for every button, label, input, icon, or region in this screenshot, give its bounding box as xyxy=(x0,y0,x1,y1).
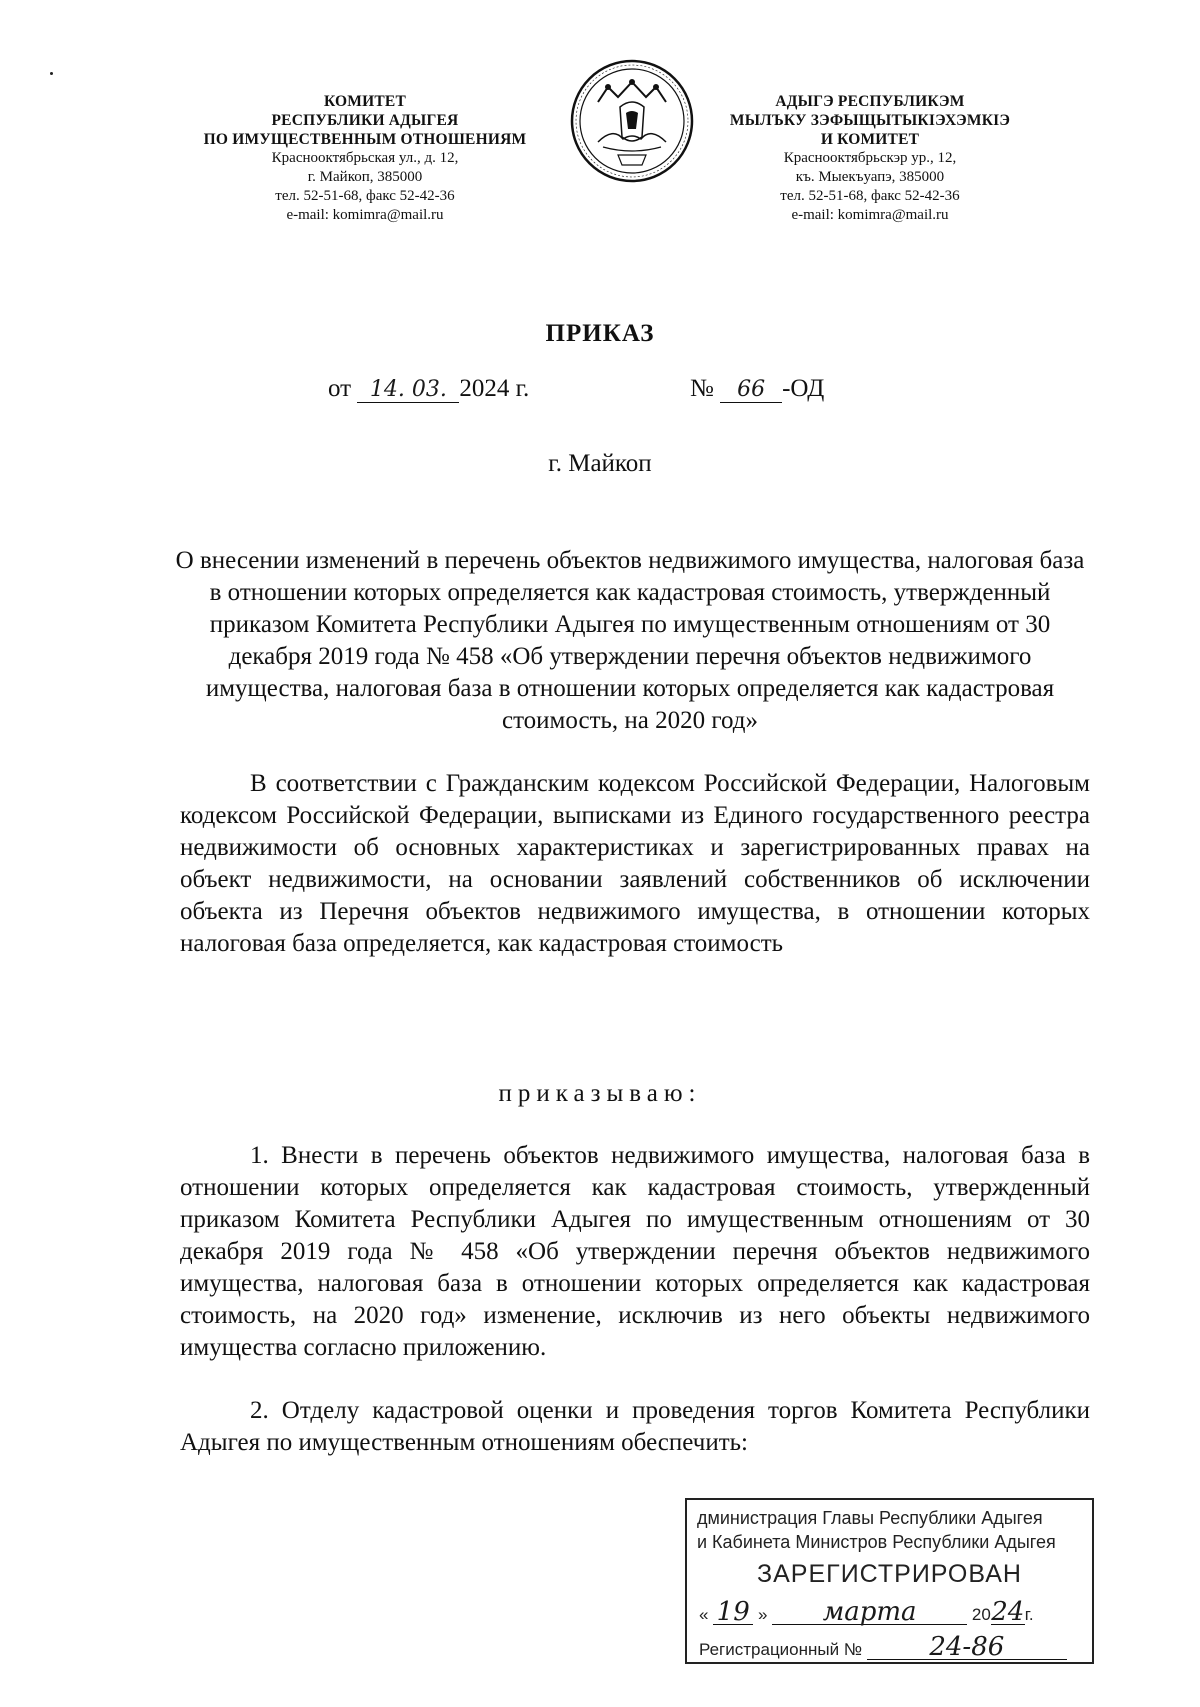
item-1-text: 1. Внести в перечень объектов недвижимого имущества, налоговая база в отношении которых определяется как кадастровая стоимость, утвержденный приказом Комитета Республики Адыгея по имущественным отношениям от 30 декабря 2019 года № 458 «Об утверждении перечня объектов недвижимого имущества, налоговая база в отношении которых определяется как кадастровая стоимость, на 2020 год» изменение, исключив из него объекты недвижимого имущества согласно приложению. xyxy=(180,1142,1090,1361)
org-name-ady-line3: И КОМИТЕТ xyxy=(820,131,920,148)
org-address-ady: Краснооктябрьскэр ур., 12, xyxy=(783,150,957,166)
org-email-ady: e-mail: komimra@mail.ru xyxy=(791,207,949,223)
org-phone: тел. 52-51-68, факс 52-42-36 xyxy=(275,188,455,204)
orders-word: приказываю: xyxy=(498,1080,702,1107)
stamp-year-suffix: г. xyxy=(1024,1605,1034,1624)
stamp-day-open: « xyxy=(699,1605,709,1624)
date-handwritten-field xyxy=(357,377,459,403)
org-name-ady-line2: МЫЛЪКУ ЗЭФЫЩЫТЫКIЭХЭМКIЭ xyxy=(729,112,1011,129)
preamble-paragraph xyxy=(180,768,1090,960)
item-2-text: 2. Отделу кадастровой оценки и проведения торгов Комитета Республики Адыгея по имущественным отношениям обеспечить: xyxy=(180,1397,1090,1456)
number-handwritten: 66 xyxy=(737,377,766,402)
header-left-ru xyxy=(155,92,575,225)
stamp-day: 19 xyxy=(713,1600,753,1625)
stamp-year: 24 xyxy=(991,1597,1025,1627)
date-handwritten: 14. 03. xyxy=(369,377,447,402)
stamp-reg-number xyxy=(699,1632,1067,1662)
number-suffix: -ОД xyxy=(782,375,825,402)
scan-speck xyxy=(50,72,53,75)
item-1-paragraph xyxy=(180,1140,1090,1364)
city-line: г. Майкоп xyxy=(548,450,652,477)
order-subject: О внесении изменений в перечень объектов недвижимого имущества, налоговая база в отношении которых определяется как кадастровая стоимость, утвержденный приказом Комитета Республики Адыгея по имущественным отношениям от 30 декабря 2019 года № 458 «Об утверждении перечня объектов недвижимого имущества, налоговая база в отношении которых определяется как кадастровая стоимость, на 2020 год» xyxy=(175,547,1085,734)
preamble-text: В соответствии с Гражданским кодексом Российской Федерации, Налоговым кодексом Российской Федерации, выписками из Единого государственного реестра недвижимости об основных характеристиках и зарегистрированных правах на объект недвижимости, на основании заявлений собственников об исключении объекта из Перечня объектов недвижимого имущества, в отношении которых налоговая база определяется, как кадастровая стоимость xyxy=(180,770,1090,957)
header-right-ady xyxy=(700,92,1040,225)
org-city: г. Майкоп, 385000 xyxy=(307,169,423,185)
stamp-line1: дминистрация Главы Республики Адыгея xyxy=(697,1508,1043,1528)
org-name-ady-line1: АДЫГЭ РЕСПУБЛИКЭМ xyxy=(775,93,965,110)
registration-stamp xyxy=(685,1498,1094,1664)
stamp-year-prefix: 20 xyxy=(971,1605,991,1624)
number-handwritten-field xyxy=(720,377,782,403)
stamp-day-close: » xyxy=(757,1605,768,1624)
org-address: Краснооктябрьская ул., д. 12, xyxy=(271,150,459,166)
stamp-reg-label: Регистрационный № xyxy=(699,1640,863,1659)
stamp-month: марта xyxy=(772,1600,967,1625)
item-2-paragraph xyxy=(180,1395,1090,1459)
stamp-line2: и Кабинета Министров Республики Адыгея xyxy=(697,1532,1056,1552)
org-email: e-mail: komimra@mail.ru xyxy=(286,207,444,223)
org-name-line1: КОМИТЕТ xyxy=(323,93,406,110)
date-suffix: 2024 г. xyxy=(459,375,530,402)
number-prefix: № xyxy=(690,375,714,402)
stamp-date xyxy=(699,1597,1034,1627)
stamp-reg-value: 24-86 xyxy=(867,1635,1067,1660)
org-city-ady: къ. Мыекъуапэ, 385000 xyxy=(795,169,945,185)
coat-of-arms-icon xyxy=(568,57,696,185)
order-date xyxy=(328,375,529,403)
org-phone-ady: тел. 52-51-68, факс 52-42-36 xyxy=(780,188,960,204)
document-title: ПРИКАЗ xyxy=(545,320,655,347)
org-name-line2: РЕСПУБЛИКИ АДЫГЕЯ xyxy=(271,112,459,129)
order-number xyxy=(690,375,824,403)
date-prefix: от xyxy=(328,375,352,402)
org-name-line3: ПО ИМУЩЕСТВЕННЫМ ОТНОШЕНИЯМ xyxy=(203,131,527,148)
stamp-registered: ЗАРЕГИСТРИРОВАН xyxy=(757,1560,1022,1588)
